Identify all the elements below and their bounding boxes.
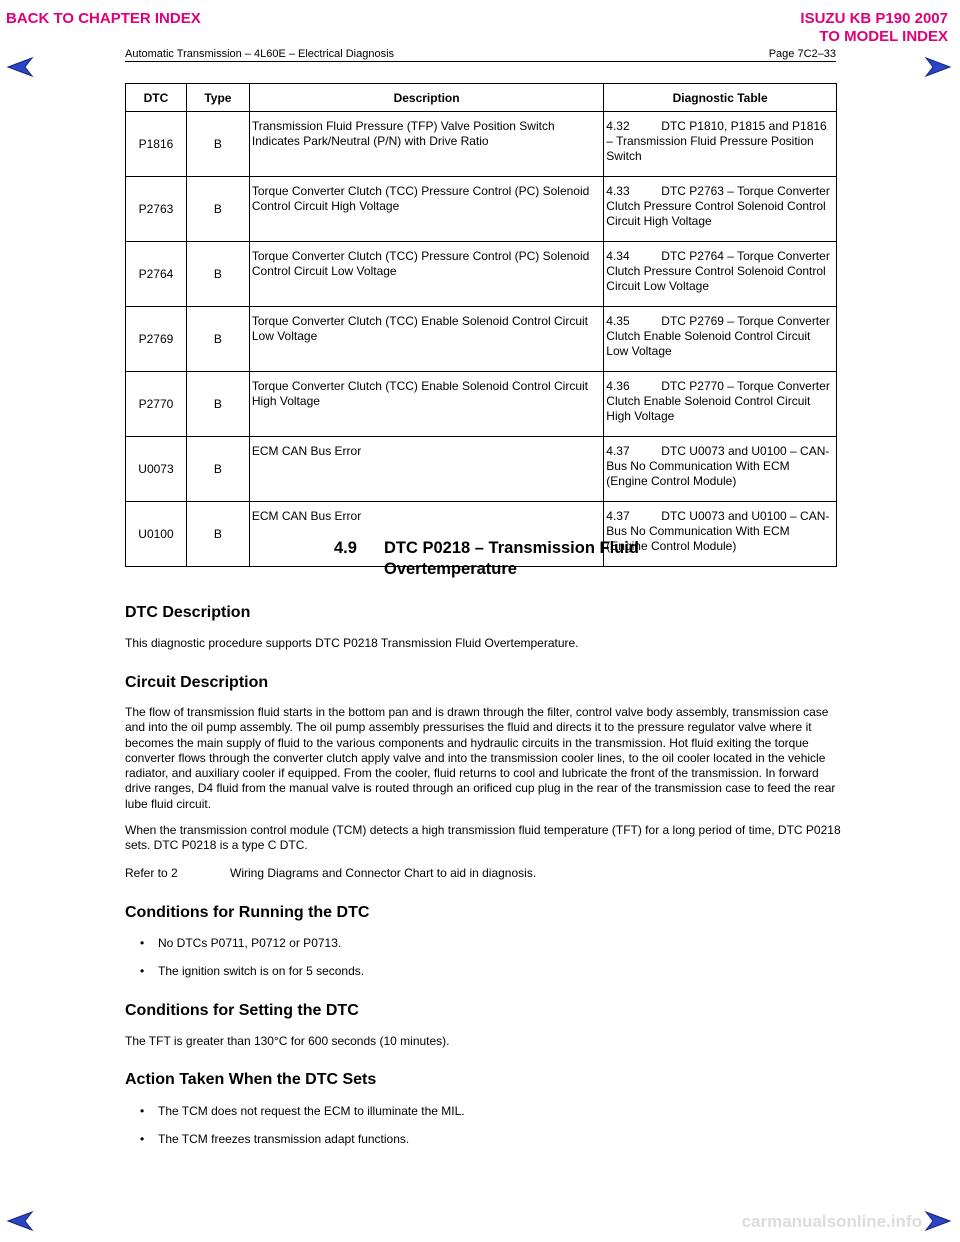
dtc-description-cell: ECM CAN Bus Error: [249, 502, 603, 567]
bullet-icon: •: [140, 964, 145, 978]
circuit-description-heading: Circuit Description: [125, 674, 269, 691]
diagnostic-table-title[interactable]: DTC P2763 – Torque Converter Clutch Pressure Control Solenoid Control Circuit High Voltage: [606, 184, 830, 228]
dtc-description-cell: ECM CAN Bus Error: [249, 437, 603, 502]
dtc-code-cell: P2770: [126, 372, 187, 437]
list-item: • The TCM freezes transmission adapt functions.: [125, 1132, 409, 1146]
section-number: 4.9: [334, 539, 357, 557]
dtc-code-cell: P2763: [126, 177, 187, 242]
dtc-description-cell: Torque Converter Clutch (TCC) Enable Solenoid Control Circuit Low Voltage: [249, 307, 603, 372]
diagnostic-table-cell[interactable]: [604, 242, 837, 307]
diagnostic-table-number: 4.32: [606, 119, 630, 133]
dtc-type-cell: B: [186, 372, 249, 437]
column-header-type: Type: [186, 84, 249, 112]
refer-paragraph: [125, 866, 841, 881]
table-header-row: [126, 84, 837, 112]
conditions-running-heading: Conditions for Running the DTC: [125, 904, 370, 921]
table-row: [126, 307, 837, 372]
diagnostic-table-number: 4.36: [606, 379, 630, 393]
next-page-arrow-bottom-icon[interactable]: [924, 1210, 952, 1232]
dtc-type-cell: B: [186, 437, 249, 502]
circuit-description-paragraph: The flow of transmission fluid starts in the bottom pan and is drawn through the filter, control valve body assembly, transmission case and into the oil pump assembly. The oil pump assembly pressurises the fluid and directs it to the pressure regulator valve where it becomes the main supply of fluid to the various components and hydraulic circuits in the transmission. Hot fluid exiting the torque converter flows through the converter clutch apply valve and into the transmission cooler lines, to the oil cooler located in the vehicle radiator, and auxiliary cooler if equipped. From the cooler, fluid returns to cool and lubricate the front of the transmission. In forward drive ranges, D4 fluid from the manual valve is routed through an orificed cup plug in the rear of the transmission case to feed the rear lube fluid circuit.: [125, 705, 836, 811]
diagnostic-table-title[interactable]: DTC P1810, P1815 and P1816 – Transmission Fluid Pressure Position Switch: [606, 119, 827, 163]
diagnostic-table-number: 4.34: [606, 249, 630, 263]
dtc-table: [125, 83, 837, 567]
to-model-index-link[interactable]: TO MODEL INDEX: [819, 28, 948, 45]
dtc-code-cell: P2769: [126, 307, 187, 372]
dtc-code-cell: U0073: [126, 437, 187, 502]
dtc-type-cell: B: [186, 112, 249, 177]
diagnostic-table-cell[interactable]: [604, 372, 837, 437]
dtc-code-cell: P2764: [126, 242, 187, 307]
conditions-setting-text: The TFT is greater than 130°C for 600 seconds (10 minutes).: [125, 1034, 450, 1048]
diagnostic-table-title[interactable]: DTC U0073 and U0100 – CAN-Bus No Communication With ECM (Engine Control Module): [606, 509, 830, 553]
running-header: [125, 48, 836, 62]
bullet-icon: •: [140, 936, 145, 950]
diagnostic-table-title[interactable]: DTC P2770 – Torque Converter Clutch Enable Solenoid Control Circuit High Voltage: [606, 379, 830, 423]
diagnostic-table-cell[interactable]: [604, 437, 837, 502]
model-index-block: [800, 10, 948, 46]
table-row: [126, 372, 837, 437]
dtc-code-cell: P1816: [126, 112, 187, 177]
dtc-type-cell: B: [186, 502, 249, 567]
dtc-description-text: This diagnostic procedure supports DTC P0218 Transmission Fluid Overtemperature.: [125, 636, 579, 650]
bullet-icon: •: [140, 1132, 145, 1146]
bullet-icon: •: [140, 1104, 145, 1118]
list-item: • The ignition switch is on for 5 seconds.: [125, 964, 364, 978]
conditions-setting-heading: Conditions for Setting the DTC: [125, 1002, 359, 1019]
dtc-type-cell: B: [186, 177, 249, 242]
dtc-description-cell: Transmission Fluid Pressure (TFP) Valve Position Switch Indicates Park/Neutral (P/N) with Drive Ratio: [249, 112, 603, 177]
diagnostic-table-title[interactable]: DTC P2764 – Torque Converter Clutch Pressure Control Solenoid Control Circuit Low Voltage: [606, 249, 830, 293]
diagnostic-table-cell[interactable]: [604, 307, 837, 372]
refer-link-text[interactable]: Wiring Diagrams and Connector Chart to aid in diagnosis.: [230, 866, 537, 880]
diagnostic-table-cell[interactable]: [604, 112, 837, 177]
diagnostic-table-cell[interactable]: [604, 177, 837, 242]
table-row: [126, 177, 837, 242]
dtc-description-cell: Torque Converter Clutch (TCC) Pressure Control (PC) Solenoid Control Circuit Low Voltage: [249, 242, 603, 307]
watermark: carmanualsonline.info: [741, 1212, 922, 1231]
list-item: • No DTCs P0711, P0712 or P0713.: [125, 936, 341, 950]
diagnostic-table-title[interactable]: DTC U0073 and U0100 – CAN-Bus No Communication With ECM (Engine Control Module): [606, 444, 830, 488]
circuit-tcm-paragraph: When the transmission control module (TCM) detects a high transmission fluid temperature (TFT) for a long period of time, DTC P0218 sets. DTC P0218 is a type C DTC.: [125, 823, 841, 853]
dtc-type-cell: B: [186, 242, 249, 307]
table-row: [126, 437, 837, 502]
header-title: Automatic Transmission – 4L60E – Electrical Diagnosis: [125, 48, 395, 60]
section-title-line1: DTC P0218 – Transmission Fluid: [384, 539, 639, 557]
diagnostic-table-number: 4.35: [606, 314, 630, 328]
back-to-chapter-index-link[interactable]: BACK TO CHAPTER INDEX: [6, 10, 201, 27]
list-item: • The TCM does not request the ECM to illuminate the MIL.: [125, 1104, 465, 1118]
refer-prefix: Refer to 2: [125, 866, 178, 880]
page-number: Page 7C2–33: [768, 48, 836, 60]
dtc-description-heading: DTC Description: [125, 604, 251, 621]
column-header-description: Description: [249, 84, 603, 112]
section-heading: [334, 538, 639, 580]
model-title-link[interactable]: ISUZU KB P190 2007: [800, 10, 948, 27]
column-header-dtc: DTC: [126, 84, 187, 112]
dtc-description-cell: Torque Converter Clutch (TCC) Enable Solenoid Control Circuit High Voltage: [249, 372, 603, 437]
dtc-code-cell: U0100: [126, 502, 187, 567]
prev-page-arrow-icon[interactable]: [6, 56, 34, 78]
next-page-arrow-icon[interactable]: [924, 56, 952, 78]
diagnostic-table-number: 4.37: [606, 509, 630, 523]
section-title-line2: Overtemperature: [384, 560, 517, 578]
diagnostic-table-number: 4.37: [606, 444, 630, 458]
table-row: [126, 242, 837, 307]
prev-page-arrow-bottom-icon[interactable]: [6, 1210, 34, 1232]
diagnostic-table-number: 4.33: [606, 184, 630, 198]
diagnostic-table-title[interactable]: DTC P2769 – Torque Converter Clutch Enable Solenoid Control Circuit Low Voltage: [606, 314, 830, 358]
dtc-description-cell: Torque Converter Clutch (TCC) Pressure Control (PC) Solenoid Control Circuit High Voltage: [249, 177, 603, 242]
table-row: [126, 112, 837, 177]
column-header-diagnostic-table: Diagnostic Table: [604, 84, 837, 112]
action-taken-heading: Action Taken When the DTC Sets: [125, 1071, 377, 1088]
dtc-type-cell: B: [186, 307, 249, 372]
